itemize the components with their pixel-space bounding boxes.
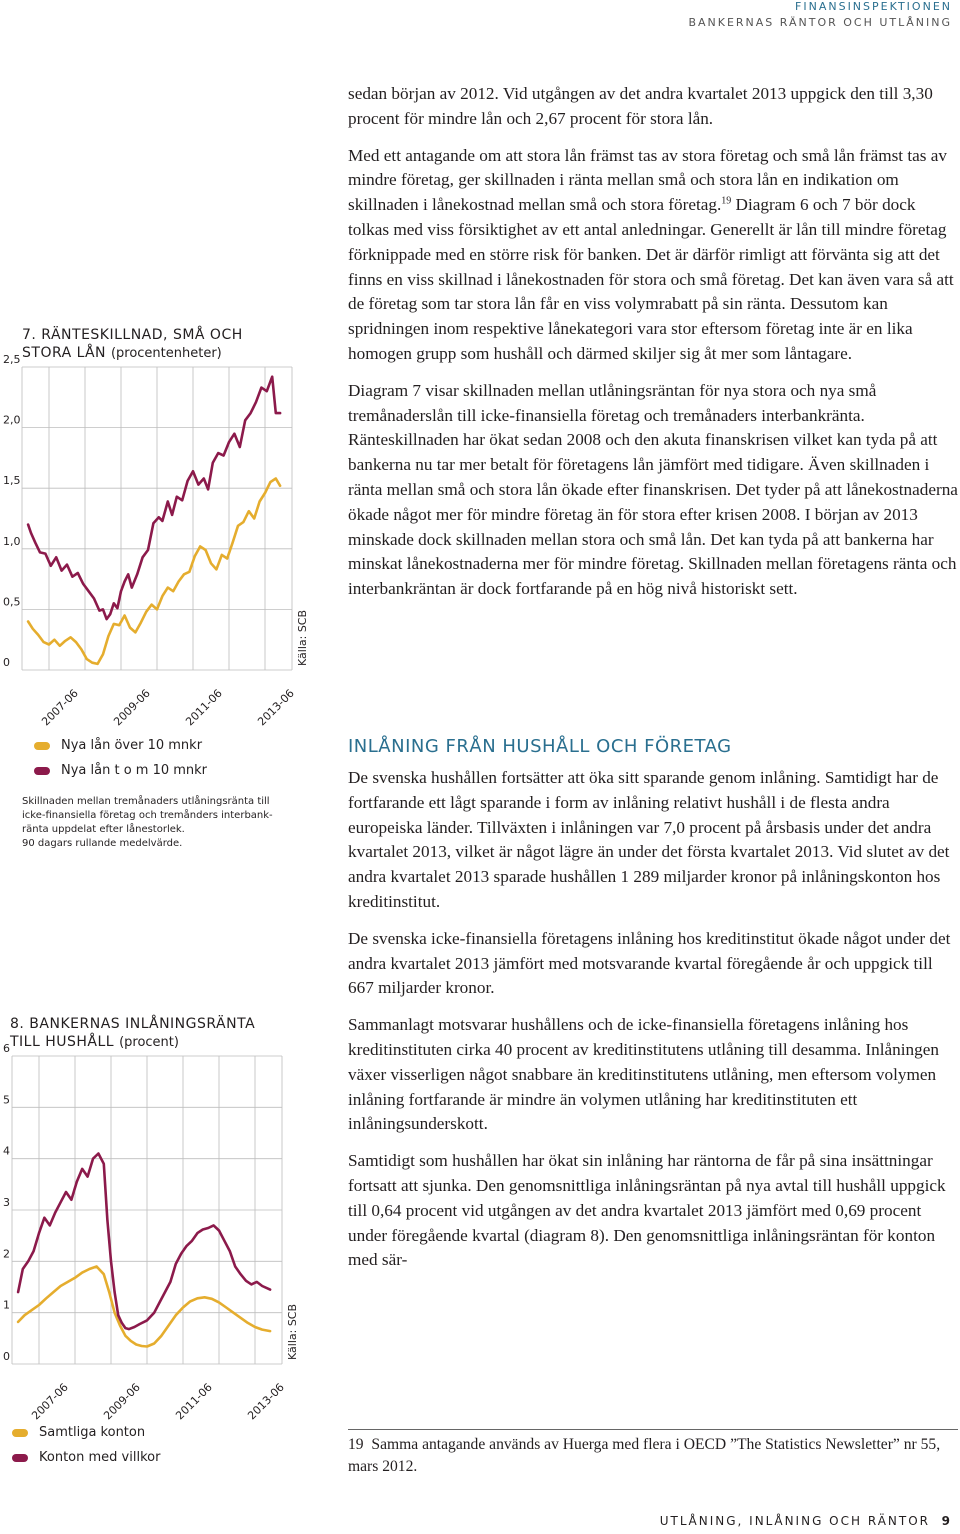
chart8-legend-item bbox=[12, 1445, 160, 1470]
footer-label: UTLÅNING, INLÅNING OCH RÄNTOR bbox=[659, 1514, 930, 1528]
paragraph: sedan början av 2012. Vid utgången av det andra kvartalet 2013 uppgick den till 3,30 procent för mindre lån och 2,67 procent för stora lån. bbox=[348, 84, 933, 128]
chart7-legend bbox=[34, 733, 207, 783]
chart7-series-line bbox=[28, 377, 280, 619]
paragraph: De svenska hushållen fortsätter att öka sitt sparande genom inlåning. Samtidigt har de fortfarande ett lågt sparande i form av inlåning relativt hushåll i de flesta andra europeiska länder. Tillväxten i inlåningen var 7,0 procent på årsbasis under det andra kvartalet 2013, vilket är något lägre än under det första kvartalet 2013. Vid slutet av det andra kvartalet 2013 sparade hushållen 1 289 miljarder kronor på inlåningskonton hos kreditinstitut. bbox=[348, 768, 950, 911]
chart7-x-tick-label: 2011-06 bbox=[183, 686, 225, 729]
chart7-y-tick-label: 0 bbox=[3, 656, 10, 669]
chart7-x-tick-label: 2009-06 bbox=[111, 686, 153, 729]
chart7-source: Källa: SCB bbox=[296, 609, 309, 666]
chart8-y-tick-label: 4 bbox=[3, 1144, 10, 1158]
report-title: BANKERNAS RÄNTOR OCH UTLÅNING bbox=[688, 16, 952, 29]
chart7-x-tick-label: 2013-06 bbox=[255, 686, 297, 729]
chart8-legend-label: Konton med villkor bbox=[39, 1450, 161, 1465]
paragraph bbox=[348, 144, 958, 367]
chart7-legend-item bbox=[34, 733, 207, 758]
chart7-y-tick-label: 0,5 bbox=[3, 595, 21, 609]
paragraph: Samtidigt som hushållen har ökat sin inlåning har räntorna de får på sina insättningar fortsatt att sjunka. Den genomsnittliga inlåningsräntan på nya avtal till hushåll uppgick till 0,64 procent vid utgången av det andra kvartalet 2013 jämfört med 0,69 procent under föregående kvartal (diagram 8). Den genomsnittliga inlåningsräntan för konton med sär- bbox=[348, 1151, 946, 1270]
chart7-title-line2: STORA LÅN bbox=[22, 345, 106, 361]
chart7-x-tick-label: 2007-06 bbox=[39, 686, 81, 729]
page-footer bbox=[660, 1514, 952, 1528]
footnote-text: Samma antagande används av Huerga med flera i OECD ”The Statistics Newsletter” nr 55, mars 2012. bbox=[348, 1436, 941, 1475]
chart8-y-tick-label: 6 bbox=[3, 1042, 10, 1055]
chart8-legend bbox=[12, 1420, 160, 1470]
chart8-y-tick-label: 2 bbox=[3, 1247, 10, 1261]
chart7-note-text: Skillnaden mellan tremånaders utlåningsränta till icke-finansiella företag och tremånders interbank-ränta uppdelat efter lånestorlek. bbox=[22, 796, 273, 835]
body-column-top bbox=[348, 82, 958, 614]
paragraph-text: Diagram 6 och 7 bör dock tolkas med viss försiktighet av ett antal anledningar. Generellt är lån till mindre företag förknippade med en större risk för banken. Det är därför rimligt att förvänta sig att det finns en viss skillnad i lånekostnaden för stora och små företag. Det kan även vara så att de företag som tar stora lån får en viss volymrabatt på sin ränta. Dessutom kan spridningen inom respektive lånekategori vara stor eftersom företag inte är en lika homogen grupp som hushåll och därmed skiljer sig åt mer som låntagare. bbox=[348, 195, 954, 363]
chart7-note-text: 90 dagars rullande medelvärde. bbox=[22, 838, 183, 849]
chart7-legend-label: Nya lån över 10 mnkr bbox=[61, 738, 203, 753]
legend-swatch-gold bbox=[34, 742, 50, 750]
paragraph-text: Med ett antagande om att stora lån främst tas av stora företag och små lån främst tas av mindre företag, ger skillnaden i ränta mellan små och stora lån en indikation om skillnaden i lånekostnad mellan små och stora företag. bbox=[348, 145, 947, 215]
chart8-x-tick-label: 2009-06 bbox=[101, 1380, 143, 1423]
chart7-y-tick-label: 1,0 bbox=[3, 534, 21, 548]
page-number: 9 bbox=[941, 1514, 952, 1528]
chart7-note bbox=[22, 795, 282, 851]
chart7-y-tick-label: 2,0 bbox=[3, 413, 21, 427]
chart8-y-tick-label: 5 bbox=[3, 1093, 10, 1107]
paragraph: De svenska icke-finansiella företagens inlåning hos kreditinstitut ökade något under det andra kvartalet 2013 jämfört med motsvarande kvartal föregående år och uppgick till 667 miljarder kronor. bbox=[348, 928, 951, 998]
legend-swatch-maroon bbox=[12, 1454, 28, 1462]
chart8-y-tick-label: 1 bbox=[3, 1298, 10, 1312]
chart7-title bbox=[22, 326, 243, 363]
chart8-legend-item bbox=[12, 1420, 160, 1445]
section-heading: INLÅNING FRÅN HUSHÅLL OCH FÖRETAG bbox=[348, 736, 732, 757]
chart8-x-tick-label: 2011-06 bbox=[173, 1380, 215, 1423]
paragraph: Diagram 7 visar skillnaden mellan utlåningsräntan för nya stora och nya små tremånaderslån till icke-finansiella företag och tremånaders interbankränta. Ränteskillnaden har ökat sedan 2008 och den akuta finanskrisen vilket kan tyda på att bankerna nu tar mer betalt för företagens lån jämfört med tidigare. Även skillnaden i ränta mellan små och stora lån ökade efter finanskrisen. Det tyder på att lånekostnaderna ökade något mer för mindre företag än för stora efter krisen 2008. I början av 2013 minskade dock skillnaden mellan stora och små lån. Det kan tyda på att bankerna har minskat lånekostnaderna mer för mindre företag. Skillnaden mellan företagens ränta och interbankräntan är dock fortfarande på en hög nivå historiskt sett. bbox=[348, 380, 958, 599]
footnote-number: 19 bbox=[348, 1436, 364, 1453]
chart8-y-tick-label: 0 bbox=[3, 1350, 10, 1363]
chart7-title-line1: 7. RÄNTESKILLNAD, SMÅ OCH bbox=[22, 327, 243, 343]
paragraph: Sammanlagt motsvarar hushållens och de icke-finansiella företagens inlåning hos kreditinstituten cirka 40 procent av kreditinstitutens utlåning till desamma. Inlåningen växer visserligen något snabbare än kreditinstitutens utlåning, men eftersom volymen inlåning fortfarande är mindre än volymen utlåning har kreditinstituten ett inlåningsunderskott. bbox=[348, 1015, 939, 1134]
legend-swatch-gold bbox=[12, 1429, 28, 1437]
publisher-name: FINANSINSPEKTIONEN bbox=[795, 0, 952, 13]
legend-swatch-maroon bbox=[34, 767, 50, 775]
chart8-title-line2: TILL HUSHÅLL bbox=[10, 1034, 115, 1050]
footnote bbox=[348, 1429, 958, 1478]
chart8-series-line bbox=[18, 1267, 270, 1347]
chart8-source: Källa: SCB bbox=[286, 1303, 299, 1360]
chart7-unit: (procentenheter) bbox=[110, 346, 222, 361]
chart8-unit: (procent) bbox=[119, 1035, 179, 1050]
chart7-y-tick-label: 1,5 bbox=[3, 474, 21, 488]
body-column-bottom bbox=[348, 766, 958, 1285]
chart8-x-tick-label: 2013-06 bbox=[245, 1380, 287, 1423]
chart7-legend-label: Nya lån t o m 10 mnkr bbox=[61, 763, 208, 778]
chart8-y-tick-label: 3 bbox=[3, 1196, 10, 1209]
chart8-plot bbox=[0, 1040, 320, 1423]
chart8-legend-label: Samtliga konton bbox=[39, 1425, 146, 1440]
chart7-y-tick-label: 2,5 bbox=[3, 353, 21, 366]
chart8-x-tick-label: 2007-06 bbox=[29, 1380, 71, 1423]
footnote-ref: 19 bbox=[721, 195, 732, 207]
chart8-title-line1: 8. BANKERNAS INLÅNINGSRÄNTA bbox=[10, 1016, 256, 1032]
chart8-series-line bbox=[18, 1154, 270, 1330]
chart7-series-line bbox=[28, 479, 280, 664]
chart7-legend-item bbox=[34, 758, 207, 783]
